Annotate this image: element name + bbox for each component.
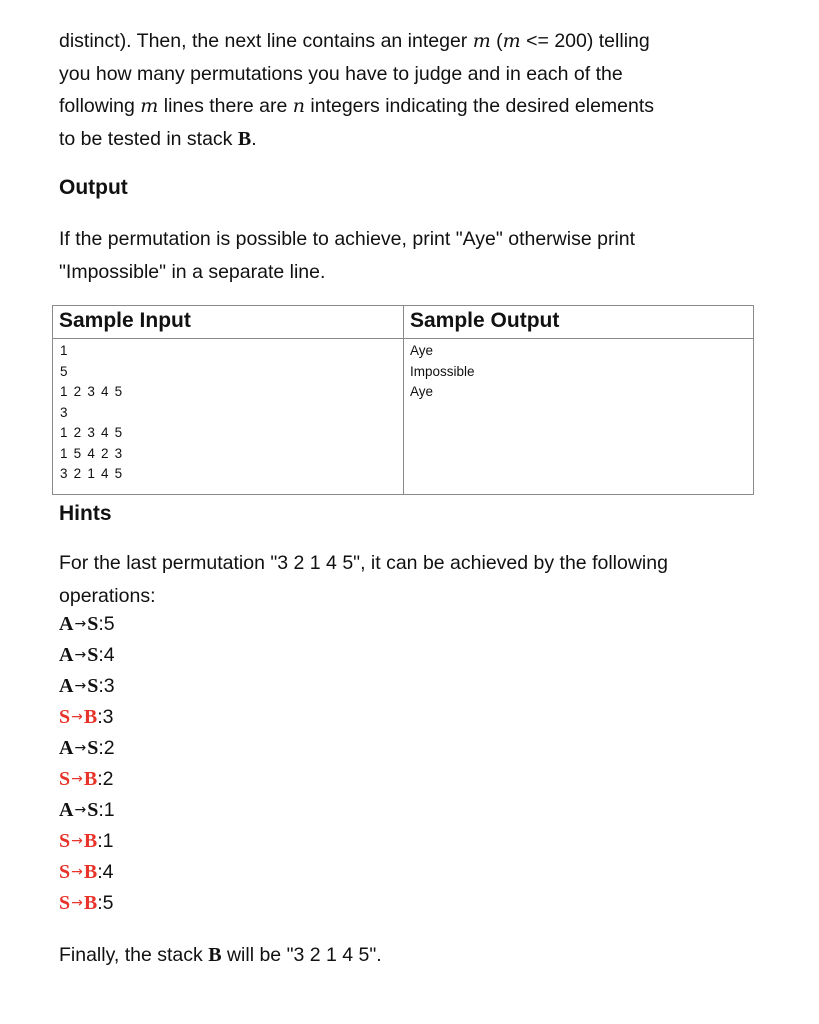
operation-value: :3 xyxy=(98,675,115,697)
math-variable: n xyxy=(292,95,305,117)
operation-target: S xyxy=(87,644,99,666)
operation-step xyxy=(59,764,115,795)
output-paragraph xyxy=(59,223,759,288)
intro-paragraph xyxy=(59,25,759,155)
final-statement: Finally, the stack B will be "3 2 1 4 5". xyxy=(59,944,382,966)
output-line: If the permutation is possible to achieve, print "Aye" otherwise print xyxy=(59,228,636,250)
arrow-icon: → xyxy=(71,833,83,849)
hints-paragraph xyxy=(59,547,759,612)
arrow-icon: → xyxy=(74,616,87,632)
sample-input-line: 1 2 3 4 5 xyxy=(60,384,124,399)
operation-value: :2 xyxy=(98,737,115,759)
arrow-icon: → xyxy=(71,709,83,725)
arrow-icon: → xyxy=(74,740,87,756)
operation-source: S xyxy=(59,830,71,852)
operation-value: :1 xyxy=(98,799,115,821)
arrow-icon: → xyxy=(74,802,87,818)
arrow-icon: → xyxy=(71,895,83,911)
hints-line: operations: xyxy=(59,584,156,607)
intro-line: following m lines there are n integers indicating the desired elements xyxy=(59,95,655,117)
operation-source: A xyxy=(59,644,74,666)
operation-source: S xyxy=(59,892,71,914)
operation-step xyxy=(59,826,115,857)
operation-source: A xyxy=(59,613,74,635)
math-variable: m xyxy=(140,95,159,117)
operation-value: :1 xyxy=(97,830,114,852)
arrow-icon: → xyxy=(74,678,87,694)
output-line: "Impossible" in a separate line. xyxy=(59,260,326,283)
operation-target: B xyxy=(83,892,98,914)
math-variable: m xyxy=(472,30,491,52)
operation-target: S xyxy=(87,737,99,759)
operation-target: S xyxy=(87,799,99,821)
operations-list xyxy=(59,609,115,919)
arrow-icon: → xyxy=(71,771,83,787)
operation-step xyxy=(59,857,115,888)
operation-value: :5 xyxy=(97,892,114,914)
operation-source: A xyxy=(59,799,74,821)
table-header-divider xyxy=(53,338,753,339)
sample-input-line: 1 2 3 4 5 xyxy=(60,425,124,440)
sample-input-line: 3 xyxy=(60,404,69,420)
sample-output-cell xyxy=(410,341,475,403)
operation-step xyxy=(59,733,115,764)
arrow-icon: → xyxy=(74,647,87,663)
operation-step xyxy=(59,795,115,826)
operation-target: B xyxy=(83,706,98,728)
operation-target: B xyxy=(83,861,98,883)
operation-source: S xyxy=(59,768,71,790)
math-variable: m xyxy=(502,30,521,52)
sample-input-line: 1 5 4 2 3 xyxy=(60,445,124,461)
sample-input-header: Sample Input xyxy=(59,309,191,332)
operation-value: :4 xyxy=(97,861,114,883)
operation-step xyxy=(59,888,115,919)
operation-value: :4 xyxy=(98,644,115,666)
operation-value: :5 xyxy=(98,613,115,635)
operation-target: B xyxy=(83,768,98,790)
operation-source: A xyxy=(59,737,74,759)
operation-source: S xyxy=(59,861,71,883)
sample-input-line: 1 xyxy=(60,343,69,358)
sample-input-cell xyxy=(60,341,123,485)
sample-output-header: Sample Output xyxy=(410,309,560,332)
operation-value: :3 xyxy=(97,706,114,728)
output-heading: Output xyxy=(59,176,128,199)
operation-step xyxy=(59,671,115,702)
hints-heading: Hints xyxy=(59,502,112,525)
arrow-icon: → xyxy=(71,864,83,880)
operation-step xyxy=(59,640,115,671)
operation-value: :2 xyxy=(97,768,114,790)
sample-output-line: Aye xyxy=(410,343,434,358)
operation-step xyxy=(59,609,115,640)
stack-name: B xyxy=(208,944,222,966)
hints-line: For the last permutation "3 2 1 4 5", it can be achieved by the following xyxy=(59,552,668,574)
stack-name: B xyxy=(237,127,252,150)
intro-line: you how many permutations you have to judge and in each of the xyxy=(59,62,623,85)
operation-target: S xyxy=(87,675,99,697)
sample-output-line: Aye xyxy=(410,384,434,399)
intro-line: to be tested in stack B. xyxy=(59,127,257,150)
table-column-divider xyxy=(403,306,404,494)
operation-target: S xyxy=(87,613,99,635)
sample-table xyxy=(52,305,754,495)
sample-input-line: 3 2 1 4 5 xyxy=(60,466,124,481)
operation-source: A xyxy=(59,675,74,697)
operation-source: S xyxy=(59,706,71,728)
sample-output-line: Impossible xyxy=(410,363,475,379)
operation-target: B xyxy=(83,830,98,852)
operation-step xyxy=(59,702,115,733)
intro-line: distinct). Then, the next line contains an integer m (m <= 200) telling xyxy=(59,30,650,52)
sample-input-line: 5 xyxy=(60,363,69,379)
